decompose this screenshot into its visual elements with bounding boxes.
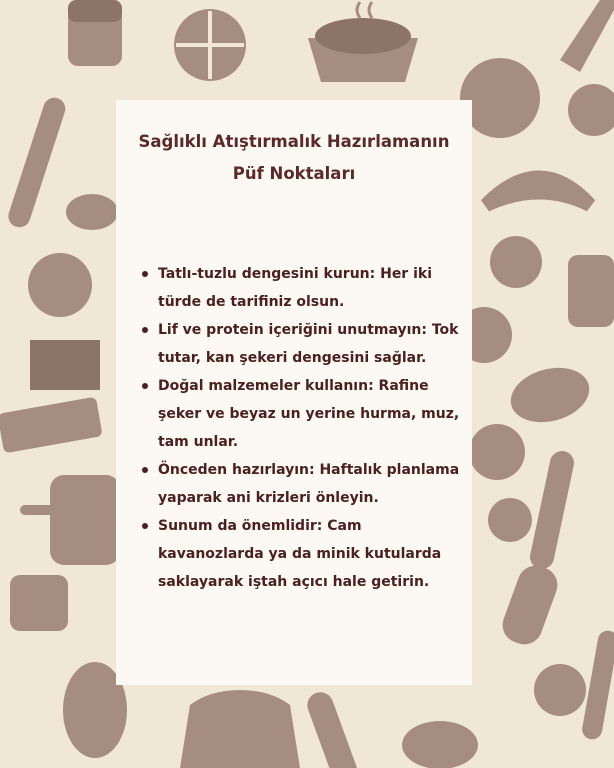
tip-item: Doğal malzemeler kullanın: Rafine şeker ve beyaz un yerine hurma, muz, tam unlar. — [138, 372, 460, 456]
tip-item: Sunum da önemlidir: Cam kavanozlarda ya da minik kutularda saklayarak iştah açıcı hale getirin. — [138, 512, 460, 596]
crusty-bread-icon — [402, 721, 478, 768]
bread-loaf-icon — [568, 255, 614, 327]
baguette-icon — [528, 449, 576, 571]
round-bun-icon — [534, 664, 586, 716]
cutting-board-icon — [20, 475, 120, 565]
toast-slices-icon — [0, 397, 103, 454]
round-bun-icon — [28, 253, 92, 317]
bread-loaf-icon — [10, 575, 68, 631]
baguette-icon — [304, 689, 363, 768]
round-bun-icon — [469, 424, 525, 480]
bread-loaf-icon — [68, 0, 122, 66]
baguette-icon — [560, 0, 614, 72]
round-bun-icon — [488, 498, 532, 542]
tip-item: Lif ve protein içeriğini unutmayın: Tok tutar, kan şekeri dengesini sağlar. — [138, 316, 460, 372]
croissant-icon — [486, 178, 590, 206]
crusty-bread-icon — [460, 58, 540, 138]
card-title: Sağlıklı Atıştırmalık Hazırlamanın Püf Noktaları — [138, 132, 450, 183]
tip-item: Tatlı-tuzlu dengesini kurun: Her iki türde de tarifiniz olsun. — [138, 260, 460, 316]
baguette-icon — [581, 629, 614, 741]
round-bun-icon — [174, 9, 246, 81]
round-bun-icon — [490, 236, 542, 288]
baking-dish-icon — [308, 2, 418, 82]
baguette-icon — [6, 95, 69, 230]
crusty-bread-icon — [66, 194, 118, 230]
tips-card — [116, 100, 472, 685]
baguette-icon — [498, 561, 563, 650]
tip-item: Önceden hazırlayın: Haftalık planlama yaparak ani krizleri önleyin. — [138, 456, 460, 512]
round-bun-icon — [568, 84, 614, 136]
flour-sack-icon — [180, 690, 300, 768]
braided-challah-icon — [505, 360, 596, 431]
tips-list — [138, 260, 460, 596]
crusty-bread-icon — [30, 340, 100, 390]
